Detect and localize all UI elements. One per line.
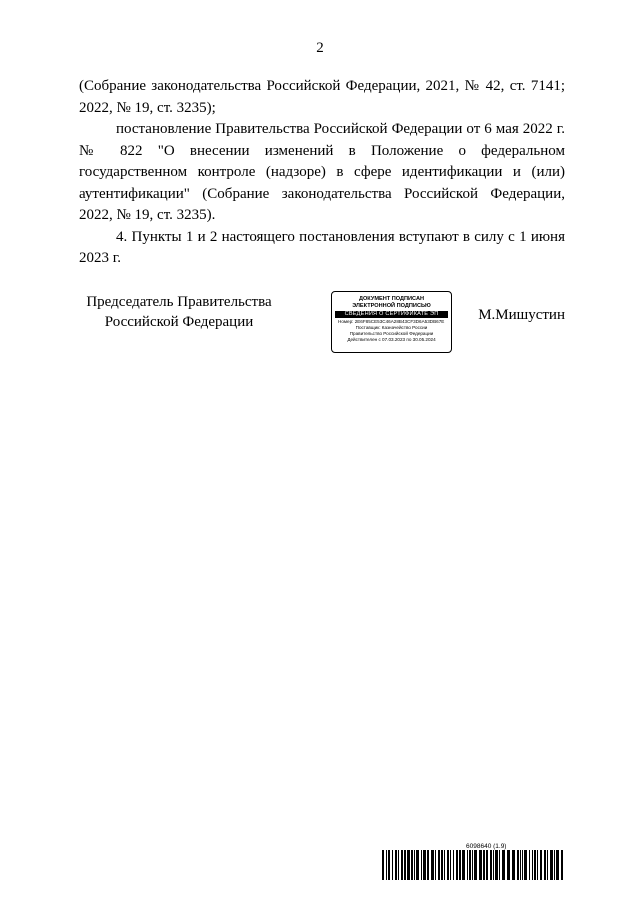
electronic-signature-stamp bbox=[331, 291, 452, 353]
paragraph-item-4: 4. Пункты 1 и 2 настоящего постановления вступают в силу с 1 июня 2023 г. bbox=[79, 228, 565, 266]
barcode-image bbox=[381, 850, 567, 880]
stamp-owner: Правительство Российской Федерации bbox=[349, 331, 434, 336]
stamp-supplier: Поставщик: Казначейство России bbox=[355, 325, 428, 330]
stamp-certificate-bar: СВЕДЕНИЯ О СЕРТИФИКАТЕ ЭП bbox=[335, 311, 448, 318]
paragraph-decree: постановление Правительства Российской Федерации от 6 мая 2022 г. № 822 "О внесении изменений в Положение о федеральном государственном контроле (надзоре) в сфере идентификации и (или) аутентификации" (Собрание законодательства Российской Федерации, 2022, № 19, ст. 3235). bbox=[79, 121, 565, 223]
stamp-line1: ДОКУМЕНТ ПОДПИСАН bbox=[358, 296, 425, 302]
signer-name: М.Мишустин bbox=[478, 307, 565, 323]
signer-title bbox=[79, 292, 279, 332]
signer-title-line1: Председатель Правительства bbox=[86, 294, 272, 310]
signer-title-line2: Российской Федерации bbox=[104, 314, 254, 330]
stamp-certificate-number: Номер: 2E6F85CE53C46A28B43CF3D6A53DB67E bbox=[338, 319, 445, 324]
stamp-validity: Действителен с 07.03.2023 по 30.05.2024 bbox=[347, 337, 436, 342]
barcode-label: 6098640 (1.9) bbox=[466, 843, 507, 850]
stamp-header bbox=[332, 296, 451, 310]
page-number: 2 bbox=[316, 40, 324, 56]
paragraph-citation: (Собрание законодательства Российской Федерации, 2021, № 42, ст. 7141; 2022, № 19, ст. 3235); bbox=[79, 78, 565, 116]
document-body bbox=[79, 76, 565, 270]
stamp-line2: ЭЛЕКТРОННОЙ ПОДПИСЬЮ bbox=[352, 303, 431, 309]
